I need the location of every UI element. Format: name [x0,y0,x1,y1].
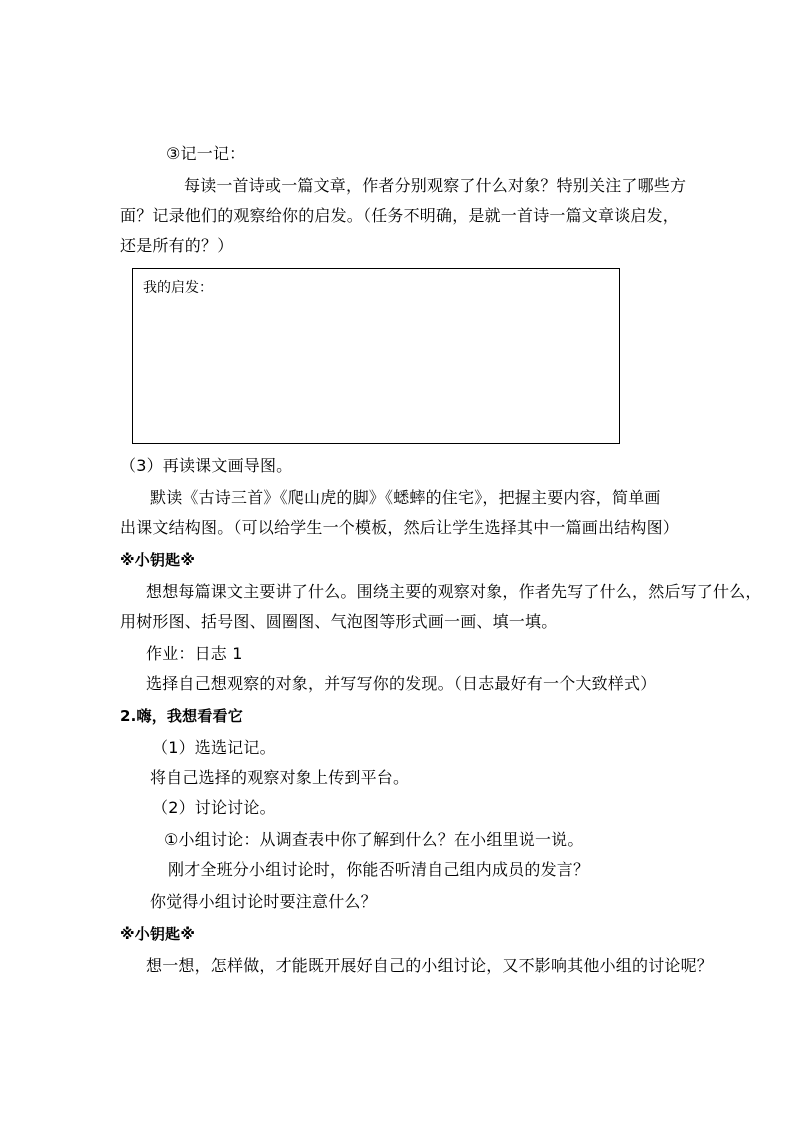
tip-heading-1: ※小钥匙※ [120,551,196,569]
tip1-line1: 想想每篇课文主要讲了什么。围绕主要的观察对象，作者先写了什么，然后写了什么， [146,582,762,601]
inspiration-answer-box[interactable] [132,268,620,444]
reread-task-line2: 出课文结构图。（可以给学生一个模板，然后让学生选择其中一篇画出结构图） [120,518,680,537]
section2-heading: 2.嗨，我想看看它 [120,707,243,725]
step2-heading: （2）讨论讨论。 [152,798,276,817]
tip1-line2: 用树形图、括号图、圆圈图、气泡图等形式画一画、填一填。 [120,612,558,631]
step2-item3: 你觉得小组讨论时要注意什么？ [150,892,377,911]
observe-task-line2: 面？记录他们的观察给你的启发。（任务不明确，是就一首诗一篇文章谈启发， [120,206,680,225]
step2-item2: 刚才全班分小组讨论时，你能否听清自己组内成员的发言？ [168,860,590,879]
reread-heading: （3）再读课文画导图。 [120,456,293,475]
step1-heading: （1）选选记记。 [152,738,276,757]
homework-description: 选择自己想观察的对象，并写写你的发现。（日志最好有一个大致样式） [146,674,657,693]
reread-task-line1: 默读《古诗三首》《爬山虎的脚》《蟋蟀的住宅》，把握主要内容，简单画 [150,488,661,507]
tip2-line1: 想一想，怎样做，才能既开展好自己的小组讨论，又不影响其他小组的讨论呢？ [146,956,714,975]
step1-description: 将自己选择的观察对象上传到平台。 [150,768,410,787]
step3-heading: ③记一记： [166,144,246,163]
inspiration-box-label: 我的启发： [143,280,213,296]
step2-item1: ①小组讨论：从调查表中你了解到什么？在小组里说一说。 [164,830,584,849]
observe-task-line1: 每读一首诗或一篇文章，作者分别观察了什么对象？特别关注了哪些方 [184,176,687,195]
tip-heading-2: ※小钥匙※ [120,925,196,943]
homework-label: 作业：日志 1 [146,644,243,663]
observe-task-line3: 还是所有的？） [120,236,234,255]
